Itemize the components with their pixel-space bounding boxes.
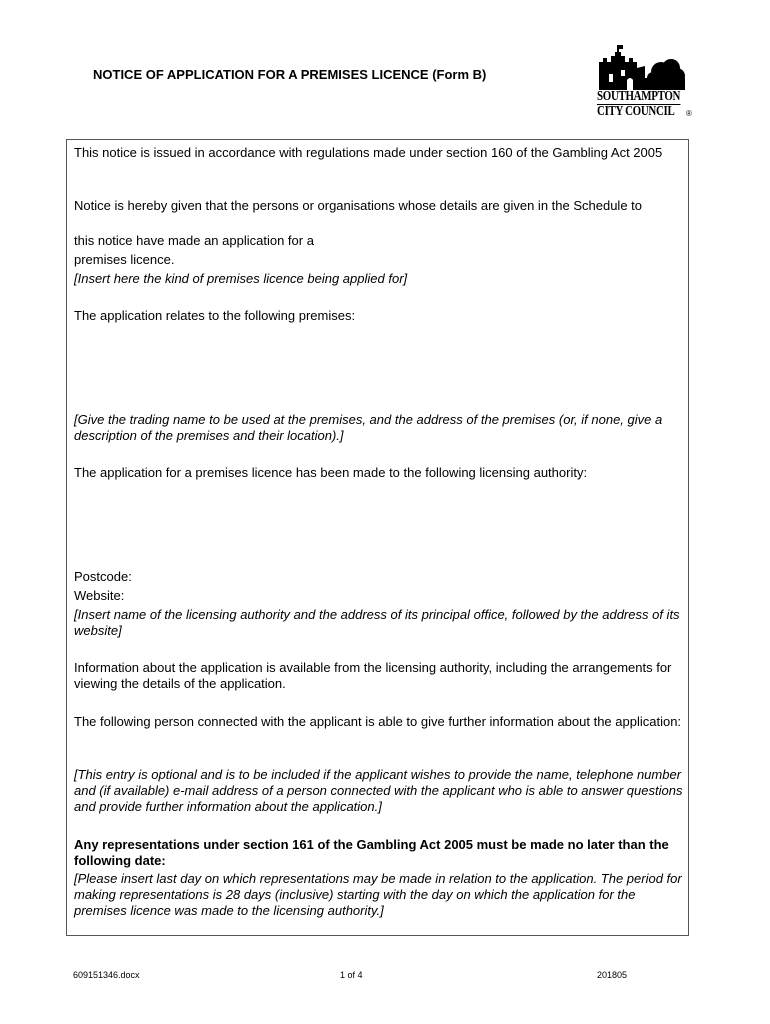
logo-line-1: SOUTHAMPTON	[597, 89, 681, 104]
label-postcode: Postcode:	[74, 569, 132, 584]
hint-authority: [Insert name of the licensing authority and the address of its principal office, followed by the address of its website]	[74, 607, 680, 638]
para-notice-line-3: premises licence.	[74, 252, 175, 267]
para-information: Information about the application is available from the licensing authority, including the arrangements for viewing the details of the application.	[74, 660, 672, 691]
hint-representations-date: [Please insert last day on which representations may be made in relation to the application. The period for making representations is 28 days (inclusive) starting with the day on which the application for the premises licence was made to the licensing authority.]	[74, 871, 682, 918]
hint-premises: [Give the trading name to be used at the premises, and the address of the premises (or, if none, give a description of the premises and their location).]	[74, 412, 663, 443]
para-notice-line-2: this notice have made an application for a	[74, 233, 314, 248]
page-title: NOTICE OF APPLICATION FOR A PREMISES LICENCE (Form B)	[93, 67, 487, 82]
logo-line-2: CITY COUNCIL	[597, 104, 675, 119]
para-authority: The application for a premises licence has been made to the following licensing authority:	[74, 465, 588, 480]
para-premises: The application relates to the following premises:	[74, 308, 356, 323]
footer-page-number: 1 of 4	[340, 970, 363, 980]
para-representations: Any representations under section 161 of the Gambling Act 2005 must be made no later than the following date:	[74, 837, 669, 868]
hint-contact-person: [This entry is optional and is to be included if the applicant wishes to provide the name, telephone number and (if available) e-mail address of a person connected with the applicant who is able to answer questions and provide further information about the application.]	[74, 767, 683, 814]
footer-filename: 609151346.docx	[73, 970, 140, 980]
registered-mark: ®	[686, 109, 692, 118]
footer-code: 201805	[597, 970, 628, 980]
para-regulations: This notice is issued in accordance with regulations made under section 160 of the Gambling Act 2005	[74, 145, 663, 160]
castle-icon	[595, 44, 687, 92]
hint-licence-kind: [Insert here the kind of premises licence being applied for]	[74, 271, 408, 286]
label-website: Website:	[74, 588, 125, 603]
para-contact-person: The following person connected with the applicant is able to give further information about the application:	[74, 714, 682, 729]
para-notice-line-1: Notice is hereby given that the persons or organisations whose details are given in the Schedule to	[74, 198, 643, 213]
council-logo	[595, 44, 697, 122]
